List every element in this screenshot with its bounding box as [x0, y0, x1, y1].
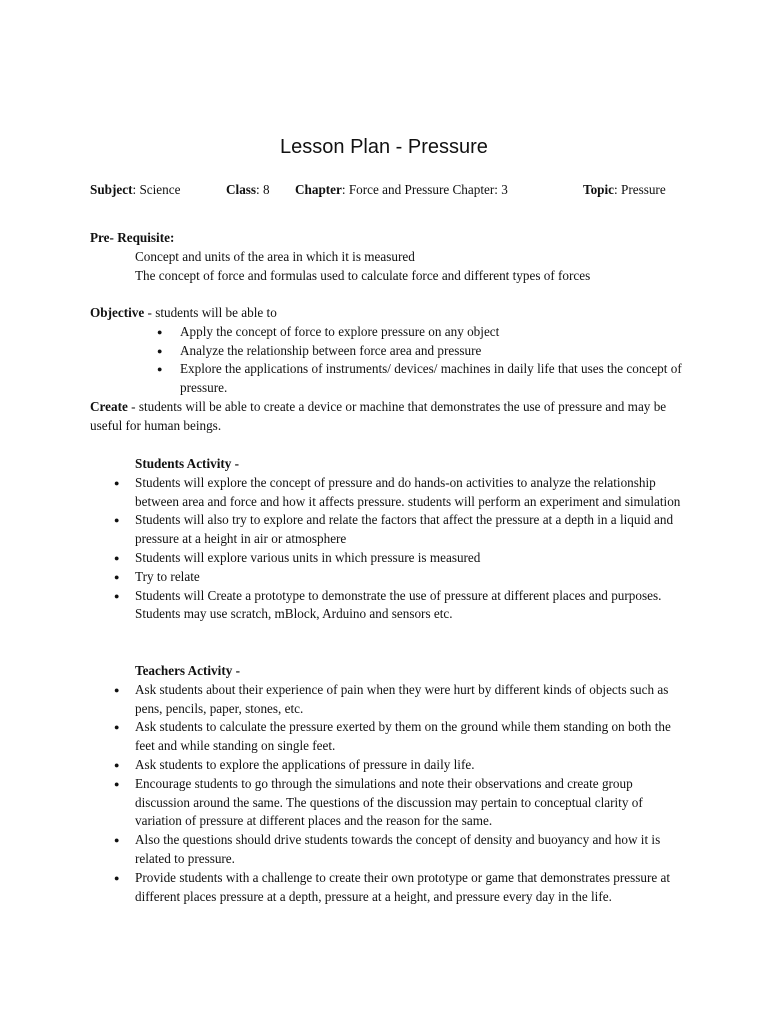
objective-heading: Objective — [90, 305, 145, 320]
list-item: ● Students will explore the concept of pressure and do hands-on activities to analyze the relationship between area and force and how it affects pressure. students will perform an experiment and simulation — [90, 474, 690, 512]
topic-label: Topic — [583, 182, 615, 197]
prerequisite-heading: Pre- Requisite: — [90, 230, 175, 245]
list-item: ● Students will also try to explore and relate the factors that affect the pressure at a depth in a liquid and pressure at a height in air or atmosphere — [90, 511, 690, 549]
topic-value: : Pressure — [614, 182, 666, 197]
prerequisite-line: Concept and units of the area in which it is measured — [135, 248, 415, 264]
subject-field — [90, 182, 180, 198]
list-item: ● Explore the applications of instruments/ devices/ machines in daily life that uses the concept of pressure. — [90, 360, 690, 398]
objective-intro-text: - students will be able to — [144, 305, 277, 320]
list-item: ● Analyze the relationship between force area and pressure — [90, 342, 690, 361]
page-title: Lesson Plan - Pressure — [280, 136, 488, 158]
list-item: ● Encourage students to go through the simulations and note their observations and create group discussion around the same. The questions of the discussion may pertain to conceptual clarity of variation of pressure at different places and the reason for the same. — [90, 775, 690, 831]
list-item: ● Apply the concept of force to explore pressure on any object — [90, 323, 690, 342]
objective-intro — [90, 304, 690, 323]
create-heading: Create — [90, 398, 128, 414]
list-item: ● Try to relate — [90, 568, 690, 587]
prerequisite-section — [90, 229, 690, 285]
list-item: ● Ask students to calculate the pressure exerted by them on the ground while them standing on both the feet and while standing on single feet. — [90, 718, 690, 756]
class-field — [226, 182, 270, 198]
students-activity-section — [90, 455, 690, 624]
objective-list — [90, 323, 690, 398]
teachers-activity-list — [90, 681, 690, 907]
lesson-meta-row — [0, 182, 768, 202]
topic-field — [583, 182, 666, 198]
students-activity-list — [90, 474, 690, 624]
list-item: ● Also the questions should drive students towards the concept of density and buoyancy and how it is related to pressure. — [90, 831, 690, 869]
class-label: Class — [226, 182, 257, 197]
objective-section — [90, 304, 690, 436]
prerequisite-line: The concept of force and formulas used to calculate force and different types of forces — [135, 267, 591, 283]
list-item: ● Ask students about their experience of pain when they were hurt by different kinds of objects such as pens, pencils, paper, stones, etc. — [90, 681, 690, 719]
subject-value: : Science — [132, 182, 181, 197]
subject-label: Subject — [90, 182, 133, 197]
class-value: : 8 — [256, 182, 270, 197]
teachers-activity-section — [90, 662, 690, 906]
chapter-field — [295, 182, 508, 198]
chapter-value: : Force and Pressure Chapter: 3 — [341, 182, 508, 197]
create-text: - students will be able to create a device or machine that demonstrates the use of pressure and may be useful for human beings. — [90, 398, 667, 433]
create-paragraph — [90, 398, 690, 436]
list-item: ● Students will explore various units in which pressure is measured — [90, 549, 690, 568]
list-item: ● Ask students to explore the applications of pressure in daily life. — [90, 756, 690, 775]
students-activity-heading: Students Activity - — [135, 456, 240, 471]
list-item: ● Provide students with a challenge to create their own prototype or game that demonstrates pressure at different places pressure at a depth, pressure at a height, and pressure every day in the life. — [90, 869, 690, 907]
teachers-activity-heading: Teachers Activity - — [135, 663, 240, 678]
list-item: ● Students will Create a prototype to demonstrate the use of pressure at different places and purposes. Students may use scratch, mBlock, Arduino and sensors etc. — [90, 587, 690, 625]
chapter-label: Chapter — [295, 182, 342, 197]
